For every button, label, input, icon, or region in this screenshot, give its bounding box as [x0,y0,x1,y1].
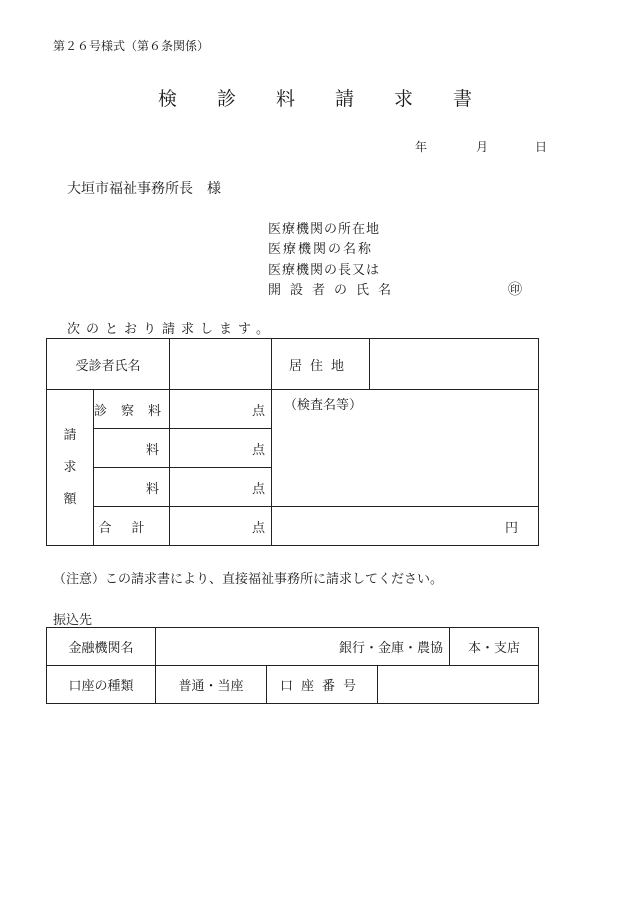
account-number-field[interactable] [378,666,539,704]
date-year-label: 年 [415,140,428,154]
total-points-field[interactable]: 点 [170,507,272,546]
date-day-label: 日 [535,140,548,154]
issuer-head-label: 医療機関の長又は [268,263,381,278]
institution-label: 金融機関名 [47,628,156,666]
bank-table [46,627,539,704]
branch-field[interactable]: 本・支店 [450,628,539,666]
exam-fee-label: 診察料 [94,390,170,429]
claim-amount-char: 額 [63,491,77,507]
claim-table [46,338,539,546]
institution-field[interactable]: 銀行・金庫・農協 [156,628,450,666]
intro-text: 次のとおり請求します。 [67,322,275,337]
document-title: 検診料請求書 [157,88,512,110]
fee-item-label[interactable]: 料 [94,468,170,507]
fee-item-label[interactable]: 料 [94,429,170,468]
exam-name-field[interactable]: （検査名等） [272,390,539,507]
account-number-label: 口座番号 [267,666,378,704]
notice-text: （注意）この請求書により、直接福祉事務所に請求してください。 [53,572,444,587]
patient-name-label: 受診者氏名 [47,339,170,390]
seal-mark: ㊞ [508,282,522,298]
residence-field[interactable] [370,339,539,390]
account-type-label: 口座の種類 [47,666,156,704]
patient-name-field[interactable] [170,339,272,390]
fee-item-points-field[interactable]: 点 [170,429,272,468]
issuer-name-label: 医療機関の名称 [268,242,374,257]
total-yen-field[interactable]: 円 [272,507,539,546]
claim-amount-label [47,390,94,546]
claim-amount-char: 求 [63,459,77,475]
form-number: 第２６号様式（第６条関係） [53,39,210,53]
claim-amount-char: 請 [63,427,77,443]
total-label: 合計 [94,507,170,546]
exam-fee-points-field[interactable]: 点 [170,390,272,429]
residence-label: 居住地 [272,339,370,390]
issuer-address-label: 医療機関の所在地 [268,222,381,237]
fee-item-points-field[interactable]: 点 [170,468,272,507]
transfer-heading: 振込先 [53,613,93,628]
issuer-founder-label: 開設者の氏名 [268,283,401,298]
account-type-field[interactable]: 普通・当座 [156,666,267,704]
addressee: 大垣市福祉事務所長 様 [67,181,221,197]
date-month-label: 月 [476,140,489,154]
